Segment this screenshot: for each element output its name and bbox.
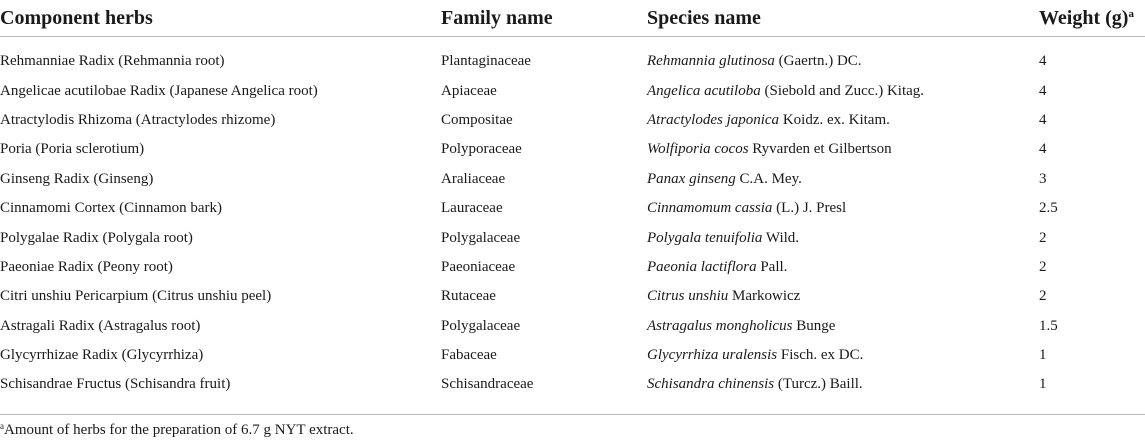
cell-component: Astragali Radix (Astragalus root) (0, 317, 201, 334)
cell-component: Glycyrrhizae Radix (Glycyrrhiza) (0, 347, 204, 364)
cell-family: Lauraceae (441, 200, 503, 217)
cell-weight: 4 (1039, 82, 1047, 99)
table-row (0, 106, 1145, 135)
cell-species (647, 282, 1039, 311)
table-bottom-rule (0, 414, 1145, 415)
cell-species (647, 312, 1039, 341)
header-component-herbs (0, 0, 441, 37)
table-row (0, 253, 1145, 282)
cell-family: Compositae (441, 111, 513, 128)
species-binomial: Rehmannia glutinosa (647, 53, 775, 70)
cell-weight: 1 (1039, 376, 1047, 393)
footnote-text: Amount of herbs for the preparation of 6.7 g NYT extract. (4, 422, 354, 438)
table-row (0, 223, 1145, 252)
cell-species (647, 253, 1039, 282)
cell-component: Cinnamomi Cortex (Cinnamon bark) (0, 200, 223, 217)
header-weight (1039, 0, 1145, 37)
cell-weight: 4 (1039, 53, 1047, 70)
table-row (0, 165, 1145, 194)
cell-weight: 2 (1039, 288, 1047, 305)
cell-weight: 1 (1039, 347, 1047, 364)
cell-component: Atractylodis Rhizoma (Atractylodes rhizome) (0, 111, 276, 128)
species-authority: Fisch. ex DC. (777, 347, 864, 364)
cell-species (647, 135, 1039, 164)
cell-component: Paeoniae Radix (Peony root) (0, 258, 173, 275)
header-family-name (441, 0, 647, 37)
cell-species (647, 37, 1039, 77)
species-binomial: Angelica acutiloba (647, 82, 761, 99)
table-row (0, 312, 1145, 341)
footnote-marker: a (0, 421, 4, 431)
header-component-label: Component herbs (0, 6, 153, 29)
species-authority: C.A. Mey. (735, 170, 802, 187)
species-authority: Pall. (756, 258, 788, 275)
species-binomial: Paeonia lactiflora (647, 258, 757, 275)
species-authority: Bunge (792, 317, 836, 334)
cell-species (647, 194, 1039, 223)
species-binomial: Wolfiporia cocos (647, 141, 749, 158)
table-row (0, 370, 1145, 399)
species-binomial: Atractylodes japonica (647, 111, 780, 128)
species-authority: (Turcz.) Baill. (774, 376, 863, 393)
cell-species (647, 341, 1039, 370)
table-row (0, 282, 1145, 311)
cell-family: Fabaceae (441, 347, 497, 364)
species-binomial: Cinnamomum cassia (647, 200, 773, 217)
cell-species (647, 223, 1039, 252)
cell-component: Citri unshiu Pericarpium (Citrus unshiu peel) (0, 288, 272, 305)
table-row (0, 341, 1145, 370)
species-binomial: Glycyrrhiza uralensis (647, 347, 778, 364)
cell-component: Schisandrae Fructus (Schisandra fruit) (0, 376, 231, 393)
cell-family: Polygalaceae (441, 317, 521, 334)
cell-component: Rehmanniae Radix (Rehmannia root) (0, 53, 225, 70)
cell-component: Polygalae Radix (Polygala root) (0, 229, 193, 246)
table-row (0, 37, 1145, 77)
cell-species (647, 106, 1039, 135)
species-authority: Wild. (762, 229, 800, 246)
cell-family: Polygalaceae (441, 229, 521, 246)
cell-weight: 4 (1039, 111, 1047, 128)
header-row (0, 0, 1145, 37)
cell-family: Araliaceae (441, 170, 506, 187)
cell-component: Poria (Poria sclerotium) (0, 141, 145, 158)
species-binomial: Schisandra chinensis (647, 376, 775, 393)
species-binomial: Astragalus mongholicus (647, 317, 793, 334)
cell-family: Paeoniaceae (441, 258, 516, 275)
species-authority: Ryvarden et Gilbertson (748, 141, 892, 158)
species-authority: (L.) J. Presl (772, 200, 847, 217)
species-binomial: Polygala tenuifolia (647, 229, 763, 246)
species-authority: (Siebold and Zucc.) Kitag. (760, 82, 925, 99)
cell-weight: 2 (1039, 258, 1047, 275)
header-family-label: Family name (441, 6, 553, 29)
header-species-label: Species name (647, 6, 761, 29)
table-header (0, 0, 1145, 37)
cell-weight: 2 (1039, 229, 1047, 246)
table-row (0, 135, 1145, 164)
species-authority: Koidz. ex. Kitam. (779, 111, 890, 128)
table-footnote (0, 422, 354, 439)
species-binomial: Panax ginseng (647, 170, 736, 187)
table-row (0, 76, 1145, 105)
cell-family: Apiaceae (441, 82, 497, 99)
header-weight-footnote-marker: a (1128, 7, 1134, 20)
cell-family: Plantaginaceae (441, 53, 531, 70)
species-authority: (Gaertn.) DC. (774, 53, 862, 70)
cell-weight: 1.5 (1039, 317, 1058, 334)
cell-weight: 4 (1039, 141, 1047, 158)
table-body (0, 37, 1145, 400)
cell-component: Angelicae acutilobae Radix (Japanese Angelica root) (0, 82, 318, 99)
header-weight-label: Weight (g) (1039, 6, 1129, 29)
cell-species (647, 165, 1039, 194)
species-authority: Markowicz (728, 288, 801, 305)
cell-weight: 3 (1039, 170, 1047, 187)
species-binomial: Citrus unshiu (647, 288, 729, 305)
cell-component: Ginseng Radix (Ginseng) (0, 170, 154, 187)
cell-family: Schisandraceae (441, 376, 534, 393)
cell-species (647, 76, 1039, 105)
cell-family: Rutaceae (441, 288, 496, 305)
cell-weight: 2.5 (1039, 200, 1058, 217)
cell-family: Polyporaceae (441, 141, 522, 158)
header-species-name (647, 0, 1039, 37)
table-row (0, 194, 1145, 223)
cell-species (647, 370, 1039, 399)
